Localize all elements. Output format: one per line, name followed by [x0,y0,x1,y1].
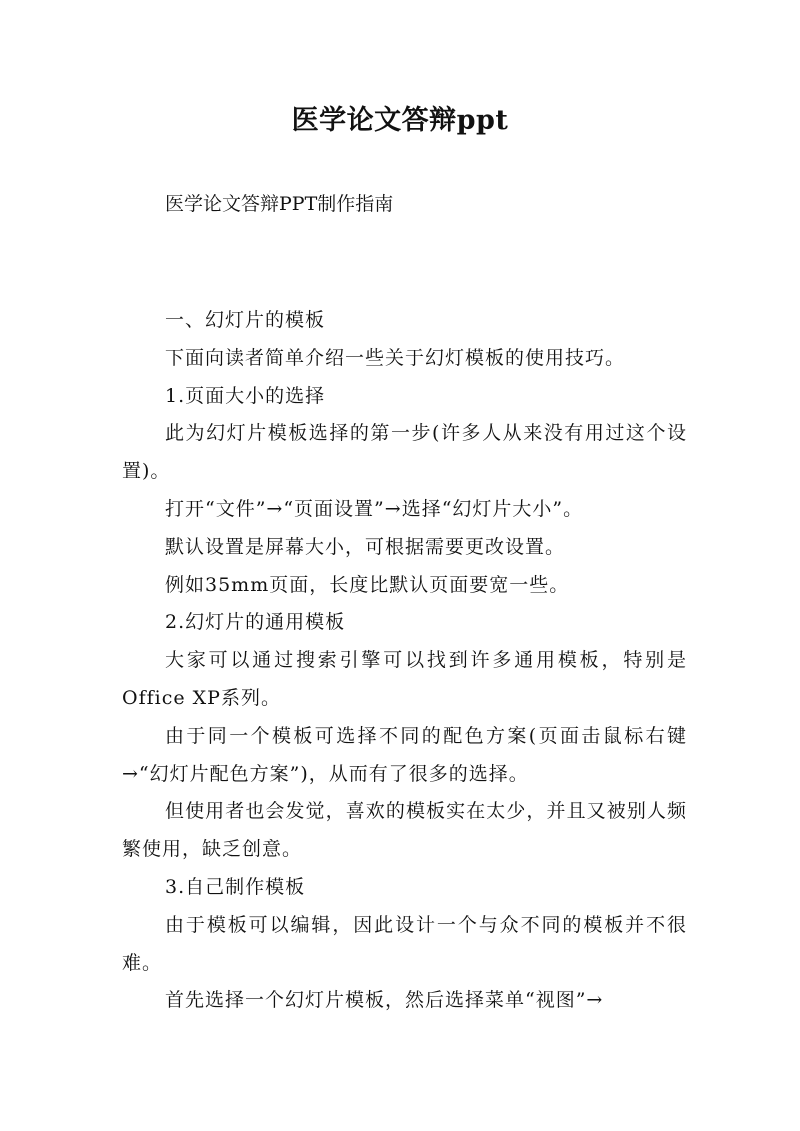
paragraph: 由于模板可以编辑，因此设计一个与众不同的模板并不很难。 [122,913,687,974]
paragraph: 大家可以通过搜索引擎可以找到许多通用模板，特别是Office XP系列。 [122,649,687,709]
paragraph: 下面向读者简单介绍一些关于幻灯模板的使用技巧。 [165,346,626,369]
document-subtitle: 医学论文答辩PPT制作指南 [165,193,394,215]
subsection-heading: 3.自己制作模板 [165,875,306,898]
document-body [122,302,687,1020]
paragraph: 例如35mm页面，长度比默认页面要宽一些。 [165,573,570,596]
paragraph: 此为幻灯片模板选择的第一步(许多人从来没有用过这个设置)。 [122,422,687,483]
subsection-heading: 1.页面大小的选择 [165,384,326,407]
paragraph: 首先选择一个幻灯片模板，然后选择菜单“视图”→ [165,989,604,1012]
paragraph: 打开“文件”→“页面设置”→选择“幻灯片大小”。 [165,497,584,520]
section-heading: 一、幻灯片的模板 [165,309,326,331]
paragraph: 但使用者也会发觉，喜欢的模板实在太少，并且又被别人频繁使用，缺乏创意。 [122,800,687,861]
paragraph: 由于同一个模板可选择不同的配色方案(页面击鼠标右键→“幻灯片配色方案”)，从而有了很多的选择。 [122,724,687,785]
subsection-heading: 2.幻灯片的通用模板 [165,611,346,634]
document-title: 医学论文答辩ppt [291,105,509,136]
paragraph: 默认设置是屏幕大小，可根据需要更改设置。 [165,535,566,558]
